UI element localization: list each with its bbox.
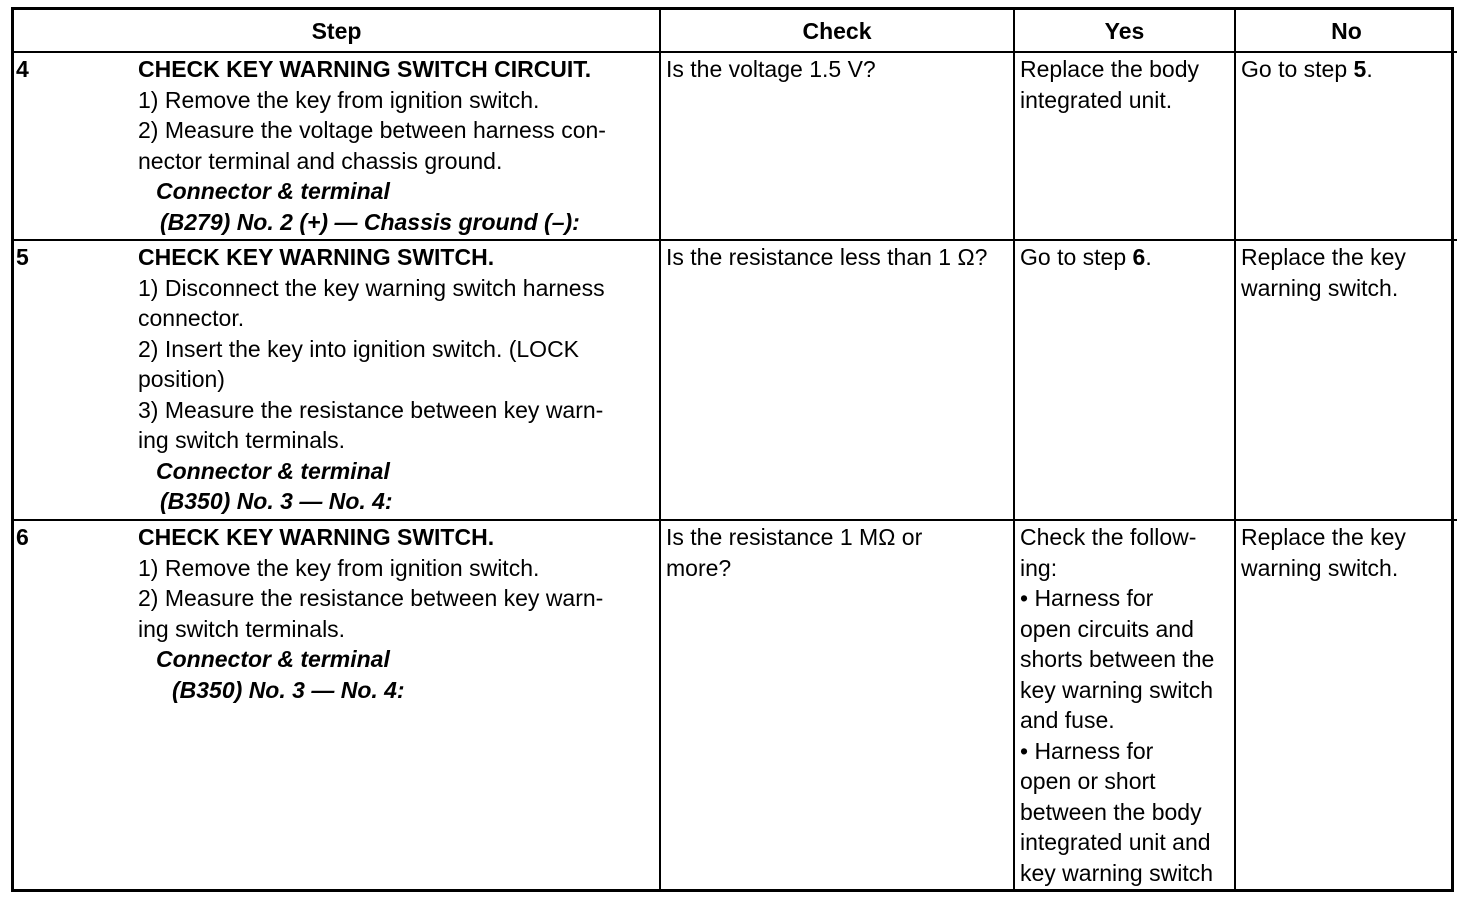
step-instruction: position)	[138, 366, 225, 392]
connector-label: Connector & terminal	[156, 646, 390, 672]
yes-action-line: • Harness for	[1020, 585, 1154, 611]
no-action-step: 5	[1353, 56, 1367, 82]
step-instruction: ing switch terminals.	[138, 615, 346, 642]
yes-action-step: 6	[1132, 244, 1146, 270]
no-action-line: Replace the key	[1241, 244, 1406, 270]
step-instruction: ing switch terminals.	[138, 427, 346, 453]
step-instruction: 2) Measure the voltage between harness con-	[138, 117, 606, 143]
step-instruction: 1) Disconnect the key warning switch harness	[138, 274, 605, 301]
step-title: CHECK KEY WARNING SWITCH.	[138, 524, 495, 550]
yes-action-line: key warning switch	[1020, 676, 1214, 703]
step-instruction: nector terminal and chassis ground.	[138, 147, 503, 174]
header-step: Step	[14, 10, 660, 52]
check-question: Is the voltage 1.5 V?	[666, 56, 876, 82]
check-cell	[660, 520, 1014, 889]
step-number: 4	[16, 56, 29, 82]
table-header-row	[14, 10, 1457, 52]
no-action-line: Replace the key	[1241, 524, 1406, 550]
no-action-prefix: Go to step	[1241, 56, 1354, 82]
yes-action-line: integrated unit and	[1020, 829, 1211, 855]
yes-action-line: open or short	[1020, 768, 1156, 794]
yes-action-line: ing:	[1020, 554, 1058, 581]
yes-action-line: between the body	[1020, 798, 1202, 825]
table-row	[14, 52, 1457, 240]
header-check: Check	[660, 10, 1014, 52]
diagnostic-table-frame	[11, 7, 1454, 892]
yes-action-line: open circuits and	[1020, 615, 1194, 642]
step-number: 5	[16, 244, 29, 270]
check-question-line: more?	[666, 554, 732, 581]
yes-cell	[1014, 52, 1235, 240]
no-cell	[1235, 52, 1457, 240]
step-cell	[14, 520, 660, 889]
no-action	[1241, 54, 1453, 85]
step-cell	[14, 240, 660, 520]
yes-cell	[1014, 240, 1235, 520]
no-action-line: warning switch.	[1241, 554, 1399, 581]
check-cell	[660, 52, 1014, 240]
yes-action-prefix: Go to step	[1020, 244, 1133, 270]
yes-cell	[1014, 520, 1235, 889]
yes-action	[1020, 242, 1230, 273]
step-instruction: 2) Insert the key into ignition switch. (LOCK	[138, 335, 580, 362]
yes-action-line: • Harness for	[1020, 737, 1154, 764]
header-yes: Yes	[1014, 10, 1235, 52]
yes-action-suffix: .	[1145, 244, 1152, 270]
check-question: Is the resistance less than 1 Ω?	[666, 244, 988, 270]
header-no: No	[1235, 10, 1457, 52]
step-instruction: 1) Remove the key from ignition switch.	[138, 86, 540, 113]
step-cell	[14, 52, 660, 240]
diagnostic-table	[14, 10, 1457, 889]
check-question-line: Is the resistance 1 MΩ or	[666, 524, 923, 550]
step-instruction: 3) Measure the resistance between key warn-	[138, 396, 604, 423]
step-instruction: 1) Remove the key from ignition switch.	[138, 554, 540, 581]
table-row	[14, 240, 1457, 520]
table-row	[14, 520, 1457, 889]
no-cell	[1235, 240, 1457, 520]
connector-value: (B350) No. 3 — No. 4:	[172, 676, 405, 703]
connector-value: (B279) No. 2 (+) — Chassis ground (–):	[160, 208, 580, 235]
connector-value: (B350) No. 3 — No. 4:	[160, 488, 393, 514]
no-cell	[1235, 520, 1457, 889]
no-action-line: warning switch.	[1241, 274, 1399, 301]
connector-label: Connector & terminal	[156, 178, 390, 204]
step-title: CHECK KEY WARNING SWITCH CIRCUIT.	[138, 56, 592, 82]
connector-label: Connector & terminal	[156, 457, 390, 484]
step-number: 6	[16, 524, 29, 550]
check-cell	[660, 240, 1014, 520]
no-action-suffix: .	[1366, 56, 1373, 82]
yes-action-line: Check the follow-	[1020, 524, 1197, 550]
yes-action-line: shorts between the	[1020, 646, 1215, 672]
yes-action-line: key warning switch	[1020, 859, 1214, 886]
step-instruction: connector.	[138, 305, 245, 331]
yes-action-line: integrated unit.	[1020, 86, 1173, 113]
yes-action-line: Replace the body	[1020, 56, 1200, 82]
step-title: CHECK KEY WARNING SWITCH.	[138, 244, 495, 270]
yes-action-line: and fuse.	[1020, 707, 1115, 733]
step-instruction: 2) Measure the resistance between key warn-	[138, 585, 604, 611]
